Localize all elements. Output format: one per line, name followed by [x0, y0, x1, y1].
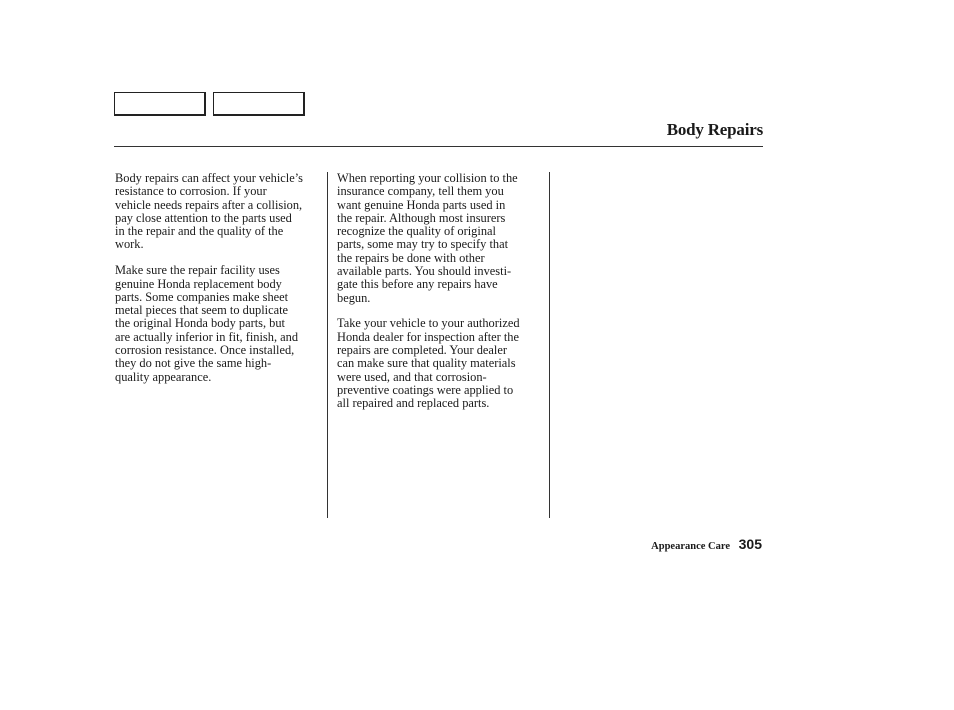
footer-section-name: Appearance Care — [651, 541, 730, 552]
column-divider — [327, 172, 328, 518]
column-divider — [549, 172, 550, 518]
page-number: 305 — [738, 536, 762, 552]
text-column-left — [115, 172, 323, 396]
paragraph-genuine-parts: Make sure the repair facility uses genuine Honda replacement body parts. Some companies make sheet metal pieces that seem to duplicate the original Honda body parts, but are actually inferior in fit, finish, and corrosion resistance. Once installed, they do not give the same high- quality appearance. — [115, 263, 299, 384]
paragraph-body-repairs-corrosion: Body repairs can affect your vehicle’s resistance to corrosion. If your vehicle needs repairs after a collision, pay close attention to the parts used in the repair and the quality of the work. — [115, 171, 303, 252]
text-column-middle — [337, 172, 547, 423]
page-title: Body Repairs — [666, 120, 763, 139]
nav-next-button[interactable] — [213, 92, 305, 116]
paragraph-insurance: When reporting your collision to the insurance company, tell them you want genuine Honda parts used in the repair. Although most insurers recognize the quality of original parts, some may try to specify that the repairs be done with other available parts. You should investi- gate this before any repairs have begun. — [337, 171, 518, 305]
paragraph-dealer-inspection: Take your vehicle to your authorized Honda dealer for inspection after the repairs are completed. Your dealer can make sure that quality materials were used, and that corrosion- preventive coatings were applied to all repaired and replaced parts. — [337, 316, 520, 411]
title-divider — [114, 146, 763, 147]
nav-previous-button[interactable] — [114, 92, 206, 116]
